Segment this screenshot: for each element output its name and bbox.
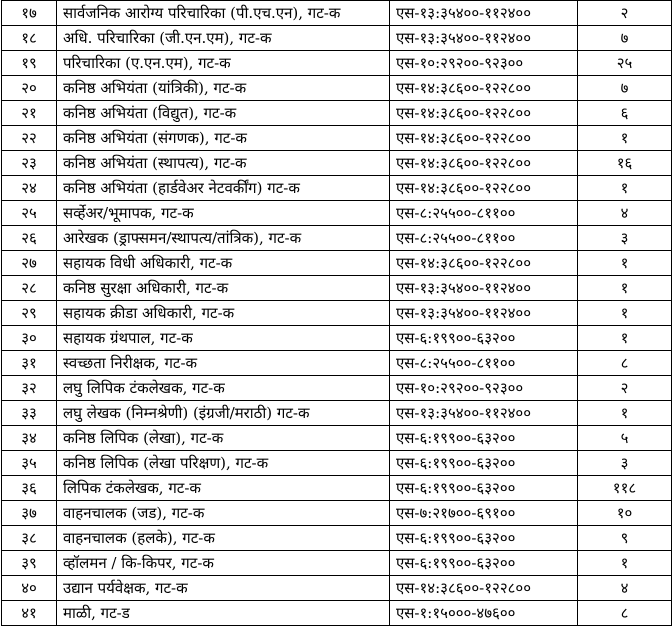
serial-number-cell: ३३ [2, 401, 57, 426]
vacancy-count-cell: ५ [578, 426, 672, 451]
vacancy-count-cell: १ [578, 551, 672, 576]
pay-scale-cell: एस-६:१९९००-६३२०० [390, 426, 578, 451]
vacancy-count-cell: १ [578, 326, 672, 351]
table-row [2, 401, 672, 426]
vacancy-count-cell: २५ [578, 51, 672, 76]
post-name-cell: परिचारिका (ए.एन.एम), गट-क [57, 51, 390, 76]
pay-scale-cell: एस-६:१९९००-६३२०० [390, 526, 578, 551]
post-name-cell: वाहनचालक (हलके), गट-क [57, 526, 390, 551]
post-name-cell: व्हॉलमन / कि-किपर, गट-क [57, 551, 390, 576]
table-row [2, 76, 672, 101]
pay-scale-cell: एस-१३:३५४००-११२४०० [390, 1, 578, 26]
table-row [2, 576, 672, 601]
pay-scale-cell: एस-६:१९९००-६३२०० [390, 476, 578, 501]
post-name-cell: कनिष्ठ अभियंता (यांत्रिकी), गट-क [57, 76, 390, 101]
vacancy-count-cell: ३ [578, 451, 672, 476]
post-name-cell: सहायक क्रीडा अधिकारी, गट-क [57, 301, 390, 326]
table-row [2, 526, 672, 551]
vacancy-count-cell: ३ [578, 226, 672, 251]
pay-scale-cell: एस-८:२५५००-८११०० [390, 201, 578, 226]
table-row [2, 176, 672, 201]
pay-scale-cell: एस-६:१९९००-६३२०० [390, 451, 578, 476]
vacancy-count-cell: ६ [578, 101, 672, 126]
recruitment-posts-table [1, 0, 672, 626]
serial-number-cell: ४१ [2, 601, 57, 626]
pay-scale-cell: एस-१३:३५४००-११२४०० [390, 401, 578, 426]
table-row [2, 301, 672, 326]
vacancy-count-cell: २ [578, 376, 672, 401]
vacancy-count-cell: १ [578, 301, 672, 326]
serial-number-cell: १८ [2, 26, 57, 51]
pay-scale-cell: एस-८:२५५००-८११०० [390, 226, 578, 251]
table-row [2, 101, 672, 126]
pay-scale-cell: एस-१४:३८६००-१२२८०० [390, 151, 578, 176]
serial-number-cell: ३४ [2, 426, 57, 451]
post-name-cell: सहायक विधी अधिकारी, गट-क [57, 251, 390, 276]
post-name-cell: लिपिक टंकलेखक, गट-क [57, 476, 390, 501]
post-name-cell: आरेखक (ड्राफ्समन/स्थापत्य/तांत्रिक), गट-क [57, 226, 390, 251]
serial-number-cell: २९ [2, 301, 57, 326]
pay-scale-cell: एस-१४:३८६००-१२२८०० [390, 76, 578, 101]
pay-scale-cell: एस-१३:३५४००-११२४०० [390, 26, 578, 51]
pay-scale-cell: एस-१४:३८६००-१२२८०० [390, 251, 578, 276]
serial-number-cell: २६ [2, 226, 57, 251]
serial-number-cell: १७ [2, 1, 57, 26]
table-row [2, 151, 672, 176]
pay-scale-cell: एस-७:२१७००-६९१०० [390, 501, 578, 526]
serial-number-cell: ४० [2, 576, 57, 601]
pay-scale-cell: एस-६:१९९००-६३२०० [390, 326, 578, 351]
vacancy-count-cell: ११८ [578, 476, 672, 501]
serial-number-cell: २० [2, 76, 57, 101]
serial-number-cell: ३५ [2, 451, 57, 476]
vacancy-count-cell: १ [578, 401, 672, 426]
vacancy-count-cell: १६ [578, 151, 672, 176]
pay-scale-cell: एस-६:१९९००-६३२०० [390, 551, 578, 576]
serial-number-cell: २२ [2, 126, 57, 151]
pay-scale-cell: एस-१४:३८६००-१२२८०० [390, 126, 578, 151]
serial-number-cell: ३८ [2, 526, 57, 551]
pay-scale-cell: एस-१४:३८६००-१२२८०० [390, 576, 578, 601]
table-row [2, 476, 672, 501]
table-body [2, 1, 672, 626]
serial-number-cell: २८ [2, 276, 57, 301]
post-name-cell: सहायक ग्रंथपाल, गट-क [57, 326, 390, 351]
post-name-cell: कनिष्ठ अभियंता (हार्डवेअर नेटवर्कींग) गट-क [57, 176, 390, 201]
pay-scale-cell: एस-१०:२९२००-९२३०० [390, 51, 578, 76]
table-row [2, 226, 672, 251]
post-name-cell: कनिष्ठ लिपिक (लेखा परिक्षण), गट-क [57, 451, 390, 476]
table-row [2, 276, 672, 301]
pay-scale-cell: एस-८:२५५००-८११०० [390, 351, 578, 376]
serial-number-cell: २४ [2, 176, 57, 201]
table-row [2, 376, 672, 401]
serial-number-cell: २१ [2, 101, 57, 126]
table-row [2, 451, 672, 476]
serial-number-cell: ३२ [2, 376, 57, 401]
pay-scale-cell: एस-१४:३८६००-१२२८०० [390, 101, 578, 126]
table-row [2, 351, 672, 376]
vacancy-count-cell: १ [578, 126, 672, 151]
table-row [2, 601, 672, 626]
vacancy-count-cell: ४ [578, 201, 672, 226]
post-name-cell: स्वच्छता निरीक्षक, गट-क [57, 351, 390, 376]
vacancy-count-cell: २ [578, 1, 672, 26]
table-row [2, 501, 672, 526]
pay-scale-cell: एस-१३:३५४००-११२४०० [390, 276, 578, 301]
post-name-cell: वाहनचालक (जड), गट-क [57, 501, 390, 526]
vacancy-count-cell: ८ [578, 351, 672, 376]
table-row [2, 251, 672, 276]
pay-scale-cell: एस-१:१५०००-४७६०० [390, 601, 578, 626]
vacancy-count-cell: १ [578, 176, 672, 201]
post-name-cell: कनिष्ठ अभियंता (विद्युत), गट-क [57, 101, 390, 126]
post-name-cell: कनिष्ठ अभियंता (स्थापत्य), गट-क [57, 151, 390, 176]
serial-number-cell: ३६ [2, 476, 57, 501]
table-row [2, 51, 672, 76]
post-name-cell: सार्वजनिक आरोग्य परिचारिका (पी.एच.एन), गट-क [57, 1, 390, 26]
serial-number-cell: २७ [2, 251, 57, 276]
table-row [2, 26, 672, 51]
vacancy-count-cell: १० [578, 501, 672, 526]
vacancy-count-cell: ४ [578, 576, 672, 601]
serial-number-cell: ३७ [2, 501, 57, 526]
table-row [2, 326, 672, 351]
pay-scale-cell: एस-१०:२९२००-९२३०० [390, 376, 578, 401]
pay-scale-cell: एस-१३:३५४००-११२४०० [390, 301, 578, 326]
vacancy-count-cell: ७ [578, 76, 672, 101]
table-row [2, 426, 672, 451]
post-name-cell: कनिष्ठ लिपिक (लेखा), गट-क [57, 426, 390, 451]
vacancy-count-cell: १ [578, 276, 672, 301]
serial-number-cell: ३१ [2, 351, 57, 376]
serial-number-cell: २५ [2, 201, 57, 226]
serial-number-cell: ३० [2, 326, 57, 351]
post-name-cell: कनिष्ठ सुरक्षा अधिकारी, गट-क [57, 276, 390, 301]
serial-number-cell: ३९ [2, 551, 57, 576]
post-name-cell: लघु लेखक (निम्नश्रेणी) (इंग्रजी/मराठी) गट-क [57, 401, 390, 426]
serial-number-cell: १९ [2, 51, 57, 76]
post-name-cell: अधि. परिचारिका (जी.एन.एम), गट-क [57, 26, 390, 51]
vacancy-count-cell: १ [578, 251, 672, 276]
vacancy-count-cell: ८ [578, 601, 672, 626]
post-name-cell: उद्यान पर्यवेक्षक, गट-क [57, 576, 390, 601]
pay-scale-cell: एस-१४:३८६००-१२२८०० [390, 176, 578, 201]
vacancy-count-cell: ७ [578, 26, 672, 51]
table-row [2, 1, 672, 26]
post-name-cell: माळी, गट-ड [57, 601, 390, 626]
serial-number-cell: २३ [2, 151, 57, 176]
table-row [2, 551, 672, 576]
post-name-cell: कनिष्ठ अभियंता (संगणक), गट-क [57, 126, 390, 151]
post-name-cell: लघु लिपिक टंकलेखक, गट-क [57, 376, 390, 401]
table-row [2, 201, 672, 226]
vacancy-count-cell: ९ [578, 526, 672, 551]
table-row [2, 126, 672, 151]
post-name-cell: सर्व्हेअर/भूमापक, गट-क [57, 201, 390, 226]
